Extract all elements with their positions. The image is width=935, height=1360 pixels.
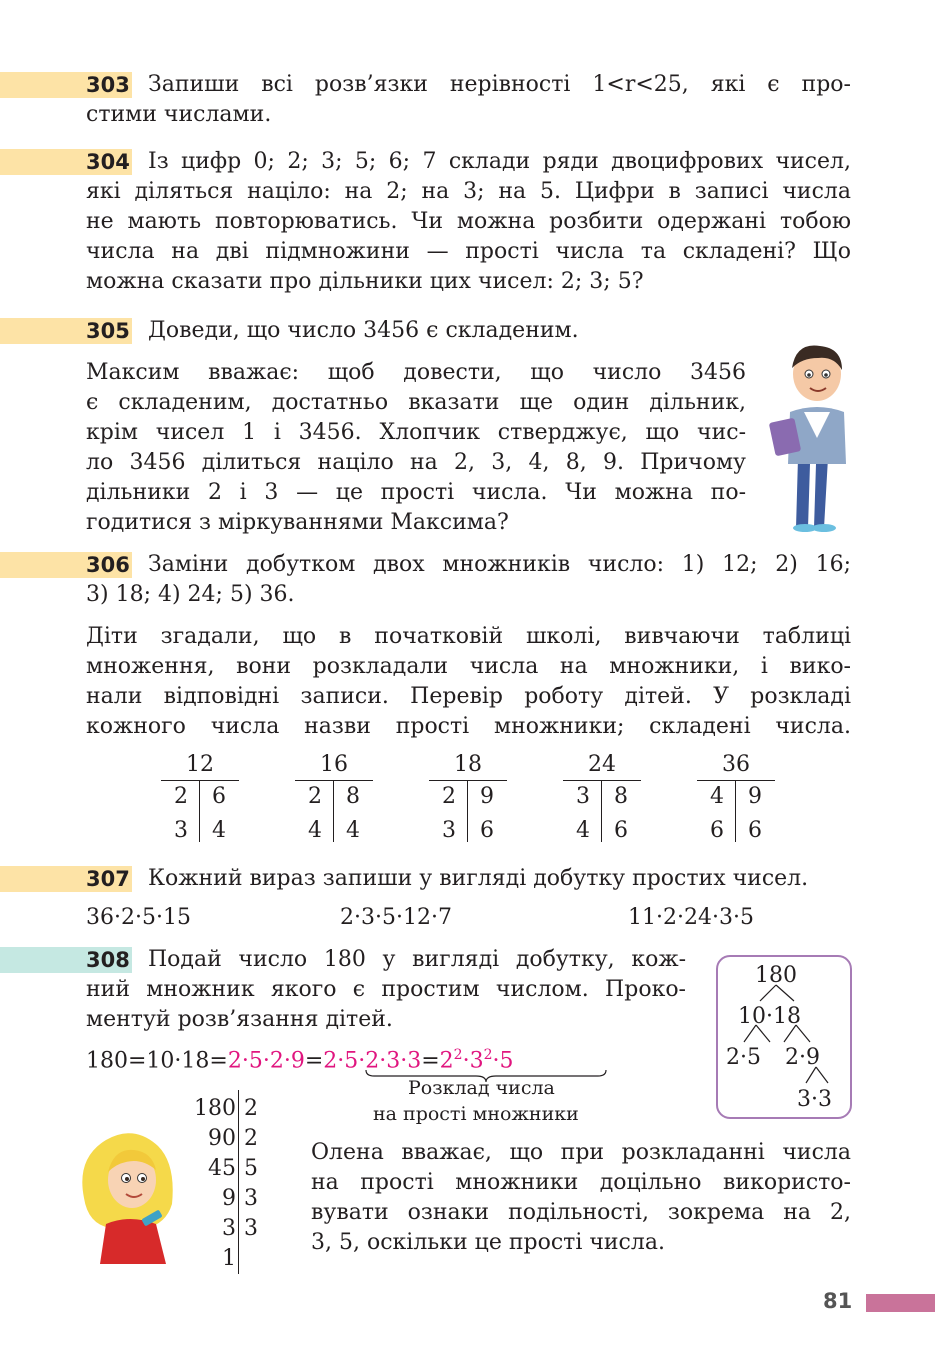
text-line: 3) 18; 4) 24; 5) 36. — [86, 582, 295, 607]
text-line: ло 3456 ділиться націло на 2, 3, 4, 8, 9. Причому — [86, 450, 746, 475]
factor-cell: 2 — [442, 784, 456, 809]
eq-part: 2·5·2·3·3 — [323, 1048, 422, 1074]
eq-part: ·3 — [462, 1048, 484, 1074]
text-line: кожного числа назви прості множники; складені числа. — [86, 714, 851, 739]
factor-cell: 2 — [308, 784, 322, 809]
problem-text — [86, 147, 851, 297]
text-line: Запиши всі розв’язки нерівності 1<r<25, які є про- — [148, 72, 851, 97]
factor-cell: 4 — [576, 818, 590, 843]
factor-cell: 3 — [442, 818, 456, 843]
page-number: 81 — [823, 1289, 853, 1313]
factor-cell: 4 — [308, 818, 322, 843]
v-rule — [199, 780, 200, 842]
text-line: які діляться націло: на 2; на 3; на 5. Цифри в записі числа — [86, 179, 851, 204]
tree-branches — [716, 955, 852, 1119]
problem-text — [86, 945, 686, 1035]
factor-cell: 6 — [614, 818, 628, 843]
text-line: не мають повторюватись. Чи можна розбити одержані тобою — [86, 209, 851, 234]
brace-label: на прості множники — [373, 1103, 579, 1125]
factorization-table — [429, 752, 507, 848]
brace-label: Розклад числа — [408, 1077, 555, 1099]
text-line: можна сказати про дільники цих чисел: 2; 3; 5? — [86, 269, 644, 294]
h-rule — [563, 780, 641, 781]
factor-cell: 4 — [212, 818, 226, 843]
eq-part: = — [421, 1048, 440, 1074]
v-rule — [333, 780, 334, 842]
problem-text — [86, 550, 851, 610]
factorization-table — [697, 752, 775, 848]
factor-cell: 4 — [346, 818, 360, 843]
factorization-table — [161, 752, 239, 848]
factor-number: 18 — [454, 752, 482, 777]
factor-cell: 2 — [174, 784, 188, 809]
text-line: Із цифр 0; 2; 3; 5; 6; 7 склади ряди двоцифрових чисел, — [148, 149, 851, 174]
tree-leaf: 3·3 — [797, 1087, 832, 1112]
problem-text — [86, 70, 851, 130]
eq-part: 180=10·18= — [86, 1048, 228, 1074]
factor-cell: 6 — [212, 784, 226, 809]
problem-number: 304 — [86, 150, 130, 174]
division-value: 2 — [244, 1126, 258, 1151]
girl-illustration — [76, 1128, 188, 1264]
h-rule — [161, 780, 239, 781]
division-value: 5 — [244, 1156, 258, 1181]
factor-cell: 4 — [710, 784, 724, 809]
division-value: 1 — [222, 1246, 236, 1271]
kids-paragraph — [86, 622, 851, 742]
text-line: Олена вважає, що при розкладанні числа — [311, 1140, 851, 1165]
factor-cell: 3 — [576, 784, 590, 809]
expression: 36·2·5·15 — [86, 905, 191, 930]
factor-number: 16 — [320, 752, 348, 777]
division-column — [186, 1094, 236, 1274]
division-divisors — [244, 1094, 258, 1244]
problem-text: Доведи, що число 3456 є складеним. — [148, 318, 579, 343]
factor-cell: 6 — [748, 818, 762, 843]
page-number-bar — [866, 1294, 935, 1312]
tree-node: 2·5 — [726, 1045, 761, 1070]
factor-cell: 6 — [710, 818, 724, 843]
division-value: 3 — [244, 1216, 258, 1241]
problem-number: 307 — [86, 867, 130, 891]
tree-node: 2·9 — [785, 1045, 820, 1070]
text-line: годитися з міркуваннями Максима? — [86, 510, 509, 535]
eq-exponent: 2 — [483, 1047, 493, 1063]
text-line: на прості множники доцільно використо- — [311, 1170, 851, 1195]
eq-part: ·5 — [492, 1048, 514, 1074]
text-line: Максим вважає: щоб довести, що число 3456 — [86, 360, 746, 385]
factor-cell: 9 — [480, 784, 494, 809]
problem-number: 308 — [86, 948, 130, 972]
expression: 11·2·24·3·5 — [628, 905, 754, 930]
factor-cell: 6 — [480, 818, 494, 843]
factor-cell: 8 — [614, 784, 628, 809]
division-value: 2 — [244, 1096, 258, 1121]
factor-number: 24 — [588, 752, 616, 777]
text-line: дільники 2 і 3 — це прості числа. Чи можна по- — [86, 480, 746, 505]
problem-number: 303 — [86, 73, 130, 97]
text-line: нали відповідні записи. Перевір роботу дітей. У розкладі — [86, 684, 851, 709]
text-line: стими числами. — [86, 102, 272, 127]
text-line: ментуй розв’язання дітей. — [86, 1007, 393, 1032]
division-value: 180 — [194, 1096, 236, 1121]
eq-exponent: 2 — [453, 1047, 463, 1063]
text-line: є складеним, достатньо вказати ще один дільник, — [86, 390, 746, 415]
factor-number: 36 — [722, 752, 750, 777]
division-value: 45 — [208, 1156, 236, 1181]
text-line: 3, 5, оскільки це прості числа. — [311, 1230, 665, 1255]
h-rule — [295, 780, 373, 781]
factor-cell: 8 — [346, 784, 360, 809]
v-rule — [467, 780, 468, 842]
eq-part: = — [304, 1048, 324, 1074]
factor-number: 12 — [186, 752, 214, 777]
problem-text: Кожний вираз запиши у вигляді добутку простих чисел. — [148, 866, 809, 891]
text-line: числа на дві підмножини — прості числа та складені? Що — [86, 239, 851, 264]
text-line: Подай число 180 у вигляді добутку, кож- — [148, 947, 686, 972]
factor-cell: 3 — [174, 818, 188, 843]
text-line: ний множник якого є простим числом. Проко- — [86, 977, 686, 1002]
text-line: множення, вони розкладали числа на множники, і вико- — [86, 654, 851, 679]
expression: 2·3·5·12·7 — [340, 905, 452, 930]
h-rule — [697, 780, 775, 781]
h-rule — [429, 780, 507, 781]
tree-node: 10·18 — [738, 1004, 801, 1029]
eq-part: 2 — [439, 1048, 454, 1074]
factor-cell: 9 — [748, 784, 762, 809]
tree-root: 180 — [755, 963, 797, 988]
maxym-paragraph — [86, 358, 746, 538]
olena-paragraph — [311, 1138, 851, 1258]
problem-number: 305 — [86, 319, 130, 343]
boy-illustration — [762, 340, 862, 532]
v-rule — [735, 780, 736, 842]
problem-number: 306 — [86, 553, 130, 577]
factorization-table — [295, 752, 373, 848]
text-line: Діти згадали, що в початковій школі, вивчаючи таблиці — [86, 624, 851, 649]
division-value: 90 — [208, 1126, 236, 1151]
text-line: крім чисел 1 і 3456. Хлопчик стверджує, що чис- — [86, 420, 746, 445]
division-value: 9 — [222, 1186, 236, 1211]
division-divider — [238, 1090, 239, 1274]
eq-part: 2·5·2·9 — [227, 1048, 305, 1074]
text-line: Заміни добутком двох множників число: 1) 12; 2) 16; — [148, 552, 851, 577]
v-rule — [601, 780, 602, 842]
division-value: 3 — [222, 1216, 236, 1241]
factorization-table — [563, 752, 641, 848]
division-value: 3 — [244, 1186, 258, 1211]
text-line: вувати ознаки подільності, зокрема на 2, — [311, 1200, 851, 1225]
